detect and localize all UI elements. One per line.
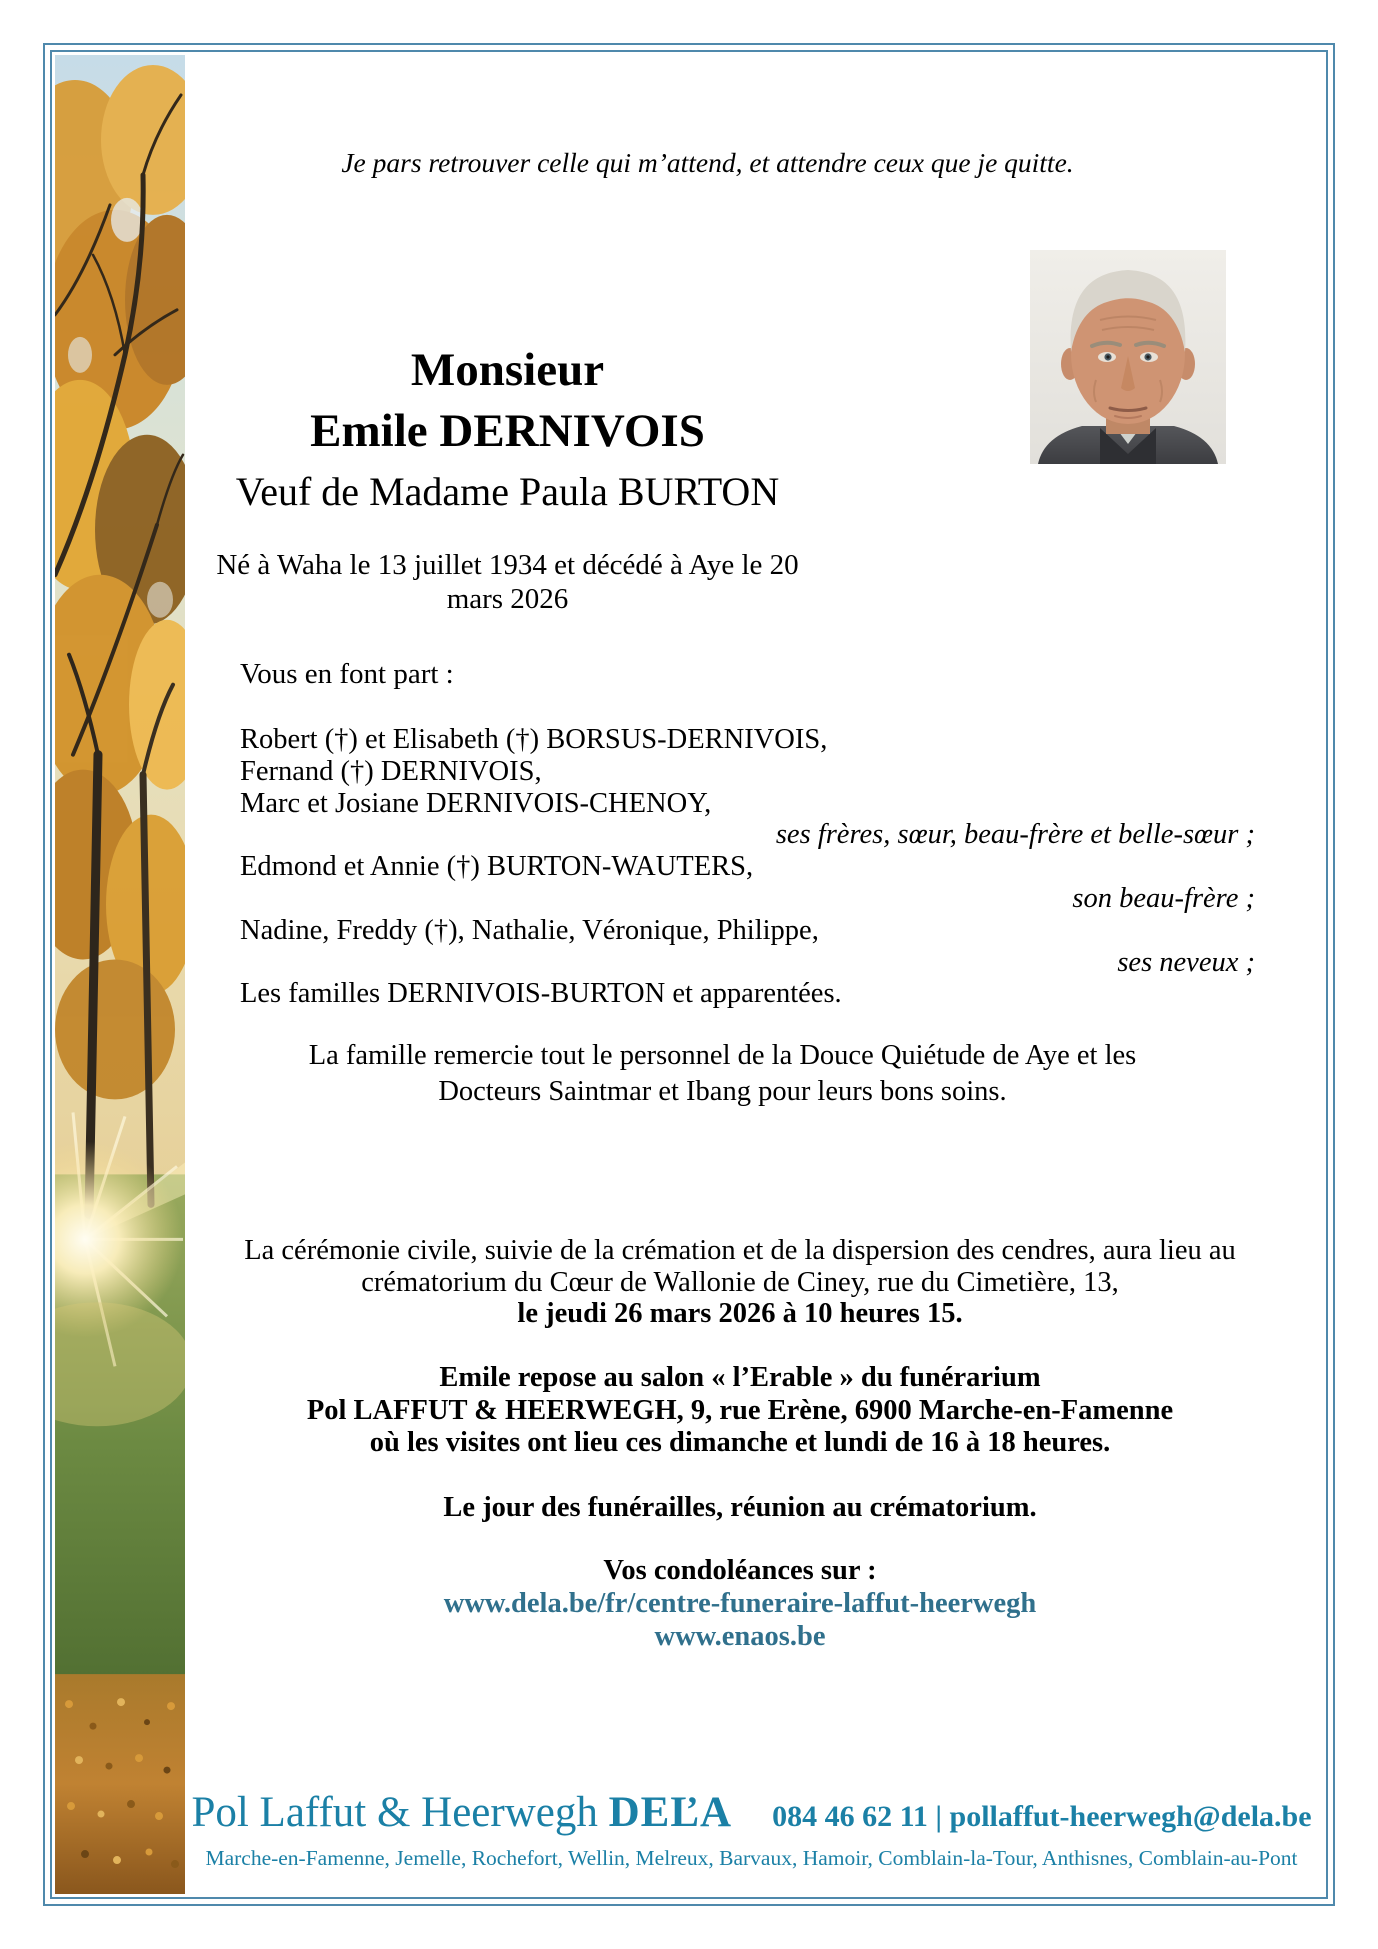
thanks-paragraph <box>185 1038 1260 1110</box>
family-line: Nadine, Freddy (†), Nathalie, Véronique, Philippe, <box>240 914 819 946</box>
autumn-photo-svg <box>55 55 185 1894</box>
portrait-photo-svg <box>1030 250 1226 464</box>
salutation: Monsieur <box>410 344 605 396</box>
portrait-photo <box>1030 250 1226 464</box>
ceremony-line: crématorium du Cœur de Wallonie de Ciney, rue du Cimetière, 13, <box>361 1266 1119 1298</box>
ceremony-line: La cérémonie civile, suivie de la crémation et de la dispersion des cendres, aura lieu au <box>244 1235 1236 1266</box>
footer-brand-row <box>185 1790 1318 1836</box>
funeral-home-name: Pol Laffut & Heerwegh <box>191 1789 598 1836</box>
thanks-line: La famille remercie tout le personnel de la Douce Quiétude de Aye et les <box>308 1040 1137 1071</box>
ceremony-paragraph <box>185 1235 1295 1330</box>
family-list <box>240 724 1255 1010</box>
family-line: Edmond et Annie (†) BURTON-WAUTERS, <box>240 851 754 883</box>
repose-line: où les visites ont lieu ces dimanche et lundi de 16 à 18 heures. <box>369 1427 1111 1458</box>
relationship-line: son beau-frère ; <box>1072 882 1255 914</box>
funeral-home-brand <box>191 1790 732 1836</box>
condolences-link-enaos[interactable]: www.enaos.be <box>654 1621 826 1652</box>
repose-line: Pol LAFFUT & HEERWEGH, 9, rue Erène, 6900 Marche-en-Famenne <box>306 1394 1174 1426</box>
opening-quote: Je pars retrouver celle qui m’attend, et attendre ceux que je quitte. <box>341 147 1074 178</box>
repose-paragraph <box>185 1362 1295 1460</box>
condolences-link-dela[interactable]: www.dela.be/fr/centre-funeraire-laffut-heerwegh <box>443 1588 1037 1619</box>
dela-logo: DEĽA <box>608 1789 733 1836</box>
condolences-block <box>185 1554 1295 1653</box>
deceased-name: Emile DERNIVOIS <box>310 405 705 457</box>
family-line: Les familles DERNIVOIS-BURTON et apparentées. <box>240 978 842 1010</box>
relationship-line: ses frères, sœur, beau-frère et belle-sœur ; <box>775 819 1255 851</box>
thanks-line: Docteurs Saintmar et Ibang pour leurs bons soins. <box>438 1076 1007 1107</box>
deceased-title-block <box>185 340 830 522</box>
footer-locations: Marche-en-Famenne, Jemelle, Rochefort, Wellin, Melreux, Barvaux, Hamoir, Comblain-la-Tour, Anthisnes, Comblain-au-Pont <box>205 1846 1298 1870</box>
autumn-photo-strip <box>55 55 185 1894</box>
condolences-label: Vos condoléances sur : <box>603 1555 877 1586</box>
announcement-intro: Vous en font part : <box>240 658 454 690</box>
funeral-day-line: Le jour des funérailles, réunion au crématorium. <box>443 1492 1037 1523</box>
widower-line: Veuf de Madame Paula BURTON <box>235 469 780 514</box>
funeral-home-footer <box>185 1790 1318 1871</box>
footer-contact: 084 46 62 11 | pollaffut-heerwegh@dela.be <box>772 1800 1312 1833</box>
family-line: Marc et Josiane DERNIVOIS-CHENOY, <box>240 787 712 819</box>
family-line: Robert (†) et Elisabeth (†) BORSUS-DERNIVOIS, <box>240 724 828 755</box>
birth-death-line: Né à Waha le 13 juillet 1934 et décédé à Aye le 20 mars 2026 <box>216 549 799 615</box>
relationship-line: ses neveux ; <box>1117 946 1255 978</box>
ceremony-date-line: le jeudi 26 mars 2026 à 10 heures 15. <box>517 1298 963 1329</box>
family-line: Fernand (†) DERNIVOIS, <box>240 755 542 787</box>
repose-line: Emile repose au salon « l’Erable » du funérarium <box>439 1362 1041 1393</box>
